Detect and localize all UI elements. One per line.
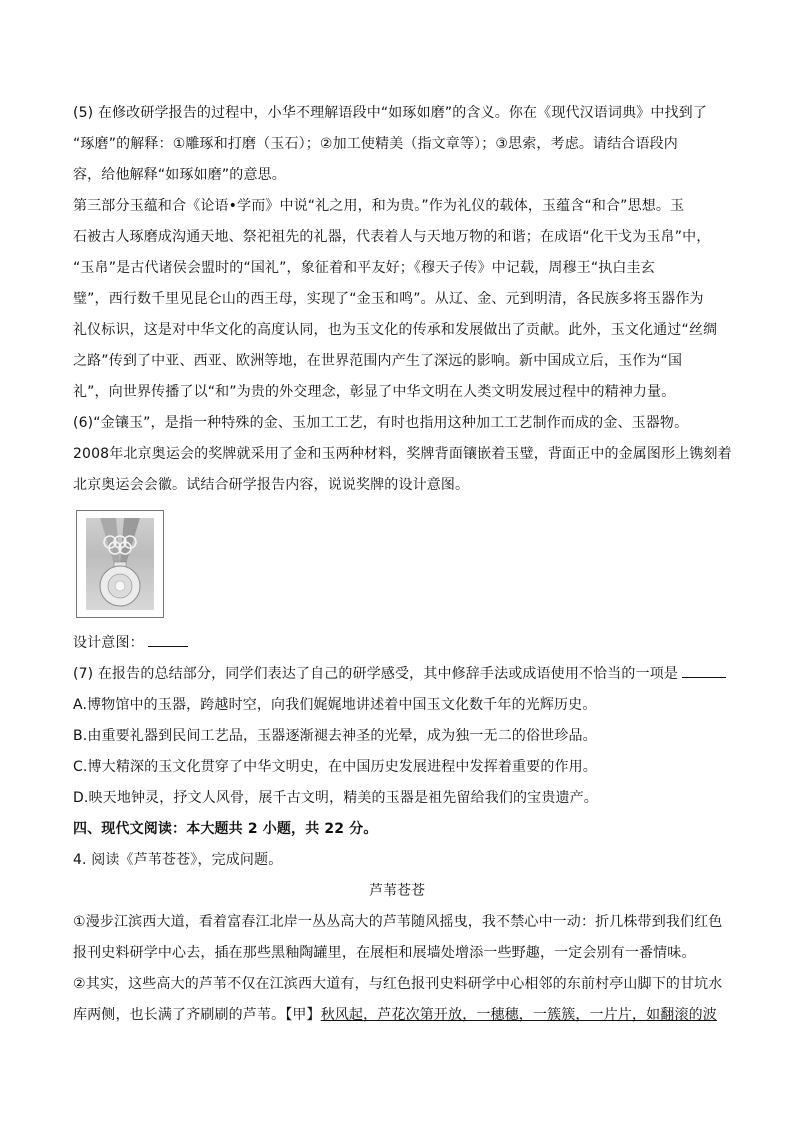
q5-line-1: (5) 在修改研学报告的过程中，小华不理解语段中“如琢如磨”的含义。你在《现代汉语词典》中找到了: [73, 105, 707, 121]
q6-answer-blank[interactable]: [148, 632, 188, 647]
section4-heading: 四、现代文阅读：本大题共 2 小题，共 22 分。: [73, 821, 378, 837]
part3-line-1: 第三部分玉蕴和合《论语•学而》中说“礼之用，和为贵。”作为礼仪的载体，玉蕴含“和合”思想。玉: [73, 198, 685, 214]
paragraph-2-line-1: ②其实，这些高大的芦苇不仅在江滨西大道有，与红色报刊史料研学中心相邻的东前村亭山脚下的甘坑水: [73, 976, 723, 992]
medal-icon: [86, 518, 154, 610]
q5-line-2: “琢磨”的解释：①雕琢和打磨（玉石）；②加工使精美（指文章等）；③思索，考虑。请结合语段内: [73, 136, 678, 152]
q7-option-c: C.博大精深的玉文化贯穿了中华文明史，在中国历史发展进程中发挥着重要的作用。: [73, 759, 597, 775]
part3-line-5: 礼仪标识，这是对中华文化的高度认同，也为玉文化的传承和发展做出了贡献。此外，玉文化通过“丝绸: [73, 322, 718, 338]
part3-line-4: 璧”，西行数千里见昆仑山的西王母，实现了“金玉和鸣”。从辽、金、元到明清，各民族多将玉器作为: [73, 291, 704, 307]
q7-option-d: D.映天地钟灵，抒文人风骨，展千古文明，精美的玉器是祖先留给我们的宝贵遗产。: [73, 790, 598, 806]
paragraph-2-text: 库两侧，也长满了齐刷刷的芦苇。【甲】: [73, 1007, 321, 1023]
part3-line-2: 石被古人琢磨成沟通天地、祭祀祖先的礼器，代表着人与天地万物的和谐；在成语“化干戈为玉帛”中，: [73, 229, 711, 245]
part3-line-3: “玉帛”是古代诸侯会盟时的“国礼”，象征着和平友好；《穆天子传》中记载，周穆王“执白圭玄: [73, 260, 655, 276]
part3-line-7: 礼”，向世界传播了以“和”为贵的外交理念，彰显了中华文明在人类文明发展过程中的精神力量。: [73, 384, 676, 400]
q7-option-a: A.博物馆中的玉器，跨越时空，向我们娓娓地讲述着中国玉文化数千年的光辉历史。: [73, 697, 597, 713]
q7-answer-blank[interactable]: [682, 663, 726, 678]
paragraph-1-line-1: ①漫步江滨西大道，看着富春江北岸一丛丛高大的芦苇随风摇曳，我不禁心中一动：折几株带到我们红色: [73, 914, 723, 930]
q6-line-2: 2008年北京奥运会的奖牌就采用了金和玉两种材料，奖牌背面镶嵌着玉璧，背面正中的金属图形上镌刻着: [73, 446, 732, 462]
q7-stem: (7) 在报告的总结部分，同学们表达了自己的研学感受，其中修辞手法或成语使用不恰当的一项是: [73, 666, 679, 682]
q6-line-3: 北京奥运会会徽。试结合研学报告内容，说说奖牌的设计意图。: [73, 477, 470, 493]
paragraph-1-line-2: 报刊史料研学中心去，插在那些黑釉陶罐里，在展柜和展墙处增添一些野趣，一定会别有一番情味。: [73, 945, 696, 961]
paragraph-2-line-2: [73, 1004, 717, 1026]
olympic-medal-image: [76, 510, 164, 618]
q6-answer-label: 设计意图：: [73, 635, 144, 651]
section4-q4: 4. 阅读《芦苇苍苍》，完成问题。: [73, 852, 283, 868]
q7-stem-line: [73, 663, 726, 685]
q5-line-3: 容，给他解释“如琢如磨”的意思。: [73, 167, 286, 183]
part3-line-6: 之路”传到了中亚、西亚、欧洲等地，在世界范围内产生了深远的影响。新中国成立后，玉作为“国: [73, 353, 683, 369]
article-title: 芦苇苍苍: [369, 883, 425, 899]
paragraph-2-underlined-text: 秋风起，芦花次第开放，一穗穗，一簇簇，一片片，如翻滚的波: [320, 1007, 717, 1023]
q7-option-b: B.由重要礼器到民间工艺品，玉器逐渐褪去神圣的光晕，成为独一无二的俗世珍品。: [73, 728, 597, 744]
q6-answer-line: [73, 632, 188, 654]
medal-photo: [86, 518, 154, 610]
q6-line-1: (6)“金镶玉”，是指一种特殊的金、玉加工工艺，有时也指用这种加工工艺制作而成的金、玉器物。: [73, 415, 689, 431]
